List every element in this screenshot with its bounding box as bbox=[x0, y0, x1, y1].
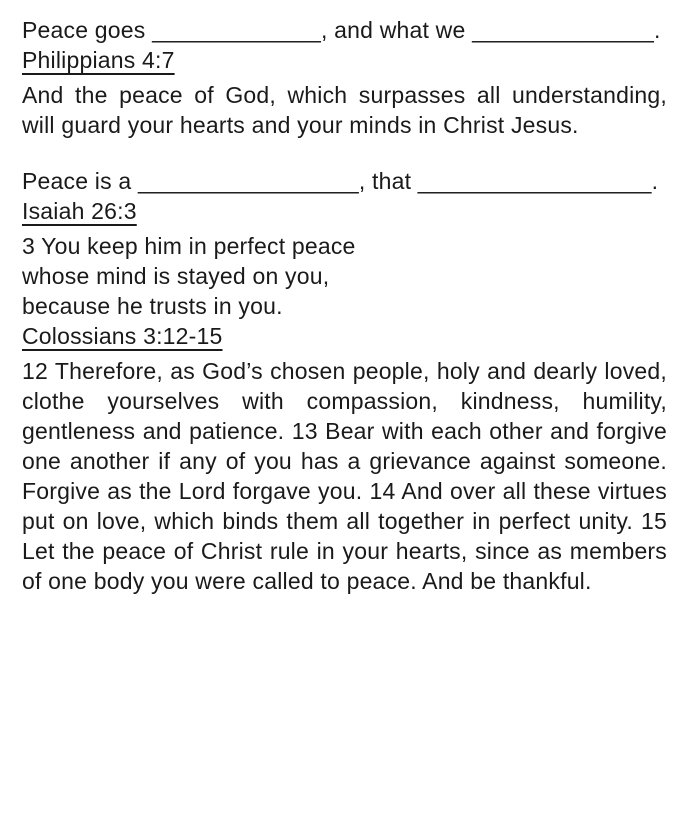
poem-line-3: because he trusts in you. bbox=[22, 293, 283, 319]
passage-body-philippians: And the peace of God, which surpasses all understanding, will guard your hearts and your minds in Christ Jesus. bbox=[22, 82, 667, 138]
passage-heading-colossians: Colossians 3:12-15 bbox=[22, 323, 223, 349]
fill-in-sentence-1: Peace goes _____________, and what we ______________. bbox=[22, 17, 661, 43]
passage-philippians bbox=[22, 45, 667, 140]
poem-line-1: 3 You keep him in perfect peace bbox=[22, 233, 356, 259]
passage-heading-isaiah: Isaiah 26:3 bbox=[22, 198, 137, 224]
passage-body-isaiah bbox=[22, 231, 667, 321]
passage-colossians bbox=[22, 321, 667, 596]
fill-in-sentence-2: Peace is a _________________, that __________________. bbox=[22, 168, 659, 194]
passage-isaiah bbox=[22, 196, 667, 321]
poem-line-2: whose mind is stayed on you, bbox=[22, 263, 330, 289]
passage-heading-philippians: Philippians 4:7 bbox=[22, 47, 175, 73]
passage-body-colossians: 12 Therefore, as God’s chosen people, holy and dearly loved, clothe yourselves with compassion, kindness, humility, gentleness and patience. 13 Bear with each other and forgive one another if any of you has a grievance against someone. Forgive as the Lord forgave you. 14 And over all these virtues put on love, which binds them all together in perfect unity. 15 Let the peace of Christ rule in your hearts, since as members of one body you were called to peace. And be thankful. bbox=[22, 358, 667, 594]
